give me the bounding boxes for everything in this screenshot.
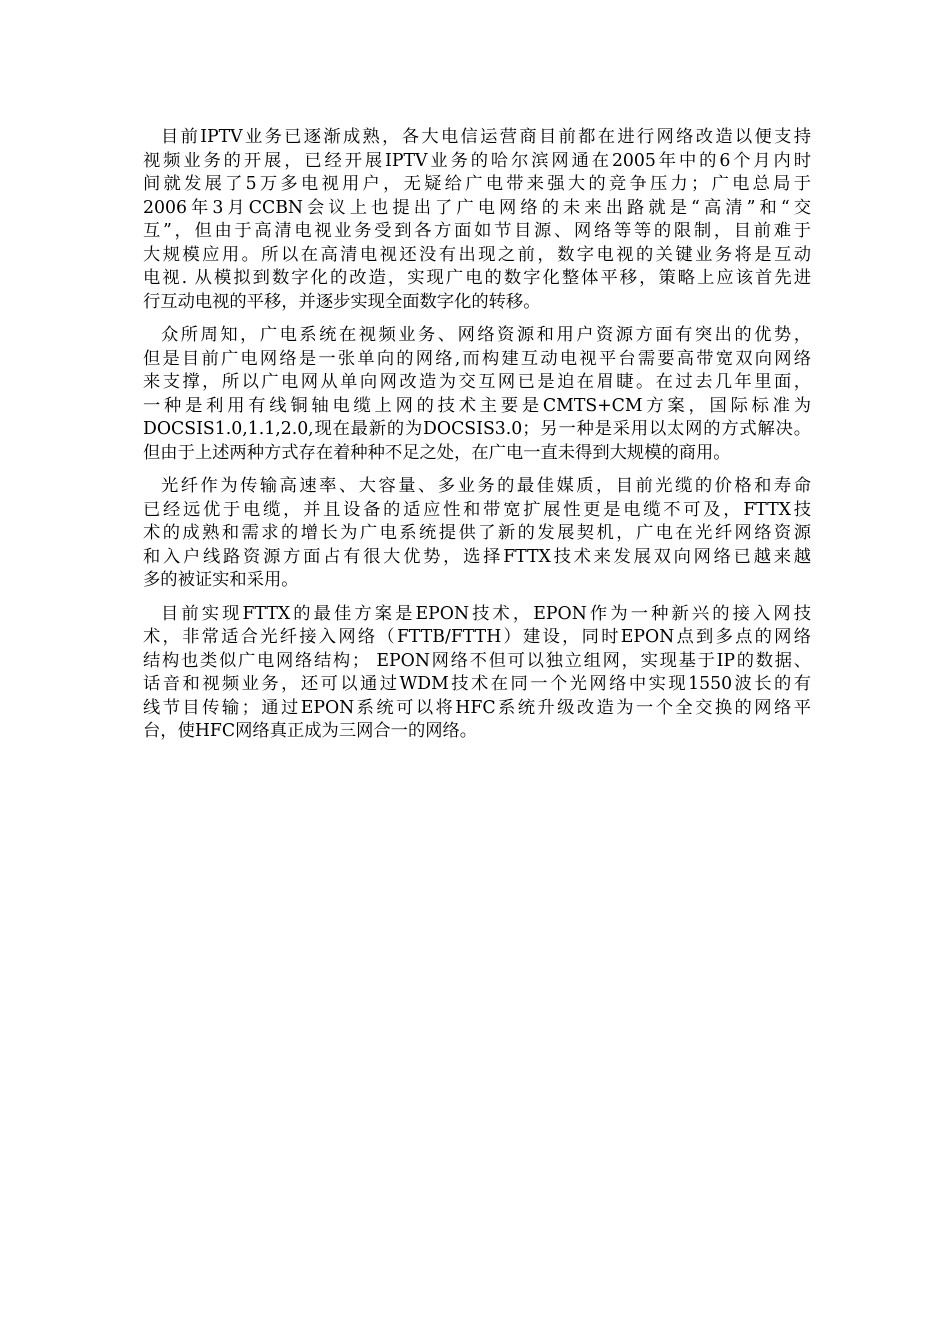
paragraph-line: 光纤作为传输高速率、大容量、多业务的最佳媒质，目前光缆的价格和寿命	[161, 476, 811, 496]
paragraph-line: 电视. 从模拟到数字化的改造，实现广电的数字化整体平移，策略上应该首先进	[143, 268, 811, 288]
paragraph-line: 大规模应用。所以在高清电视还没有出现之前，数字电视的关键业务将是互动	[143, 244, 811, 265]
paragraph-line: 但由于上述两种方式存在着种种不足之处，在广电一直未得到大规模的商用。	[143, 442, 731, 463]
paragraph-line: 台，使HFC网络真正成为三网合一的网络。	[143, 721, 478, 741]
paragraph-line: 目前实现FTTX的最佳方案是EPON技术，EPON作为一种新兴的接入网技	[161, 603, 811, 624]
paragraph-line: 线节目传输；通过EPON系统可以将HFC系统升级改造为一个全交换的网络平	[143, 697, 811, 718]
paragraph-line: 间就发展了5万多电视用户，无疑给广电带来强大的竞争压力；广电总局于	[143, 174, 811, 194]
paragraph-line: 已经远优于电缆，并且设备的适应性和带宽扩展性更是电缆不可及，FTTX技	[143, 499, 811, 520]
paragraph-line: DOCSIS1.0,1.1,2.0,现在最新的为DOCSIS3.0；另一种是采用以太网的方式解决。	[143, 419, 811, 439]
document-body	[143, 126, 811, 754]
paragraph-line: 目前IPTV业务已逐渐成熟，各大电信运营商目前都在进行网络改造以便支持	[161, 127, 811, 147]
paragraph-broadcast-network	[143, 324, 811, 465]
paragraph-line: 但是目前广电网络是一张单向的网络,而构建互动电视平台需要高带宽双向网络	[143, 348, 811, 369]
paragraph-line: 术的成熟和需求的增长为广电系统提供了新的发展契机，广电在光纤网络资源	[143, 523, 811, 543]
paragraph-line: 多的被证实和采用。	[143, 570, 299, 590]
paragraph-line: 互”，但由于高清电视业务受到各方面如节目源、网络等等的限制，目前难于	[143, 221, 811, 241]
paragraph-line: 视频业务的开展，已经开展IPTV业务的哈尔滨网通在2005年中的6个月内时	[143, 150, 811, 171]
paragraph-epon	[143, 603, 811, 744]
paragraph-fiber	[143, 475, 811, 593]
paragraph-line: 和入户线路资源方面占有很大优势，选择FTTX技术来发展双向网络已越来越	[143, 546, 811, 567]
paragraph-line: 术，非常适合光纤接入网络（FTTB/FTTH）建设，同时EPON点到多点的网络	[143, 627, 811, 647]
paragraph-line: 行互动电视的平移，并逐步实现全面数字化的转移。	[143, 291, 541, 312]
paragraph-line: 一种是利用有线铜轴电缆上网的技术主要是CMTS+CM方案，国际标准为	[143, 395, 811, 416]
paragraph-line: 结构也类似广电网络结构； EPON网络不但可以独立组网，实现基于IP的数据、	[143, 650, 811, 671]
paragraph-line: 2006年3月CCBN会议上也提出了广电网络的未来出路就是“高清”和“交	[143, 197, 811, 218]
paragraph-line: 来支撑，所以广电网从单向网改造为交互网已是迫在眉睫。在过去几年里面，	[143, 372, 811, 392]
paragraph-iptv	[143, 126, 811, 314]
paragraph-line: 众所周知，广电系统在视频业务、网络资源和用户资源方面有突出的优势，	[161, 325, 811, 345]
paragraph-line: 话音和视频业务，还可以通过WDM技术在同一个光网络中实现1550波长的有	[143, 674, 811, 694]
